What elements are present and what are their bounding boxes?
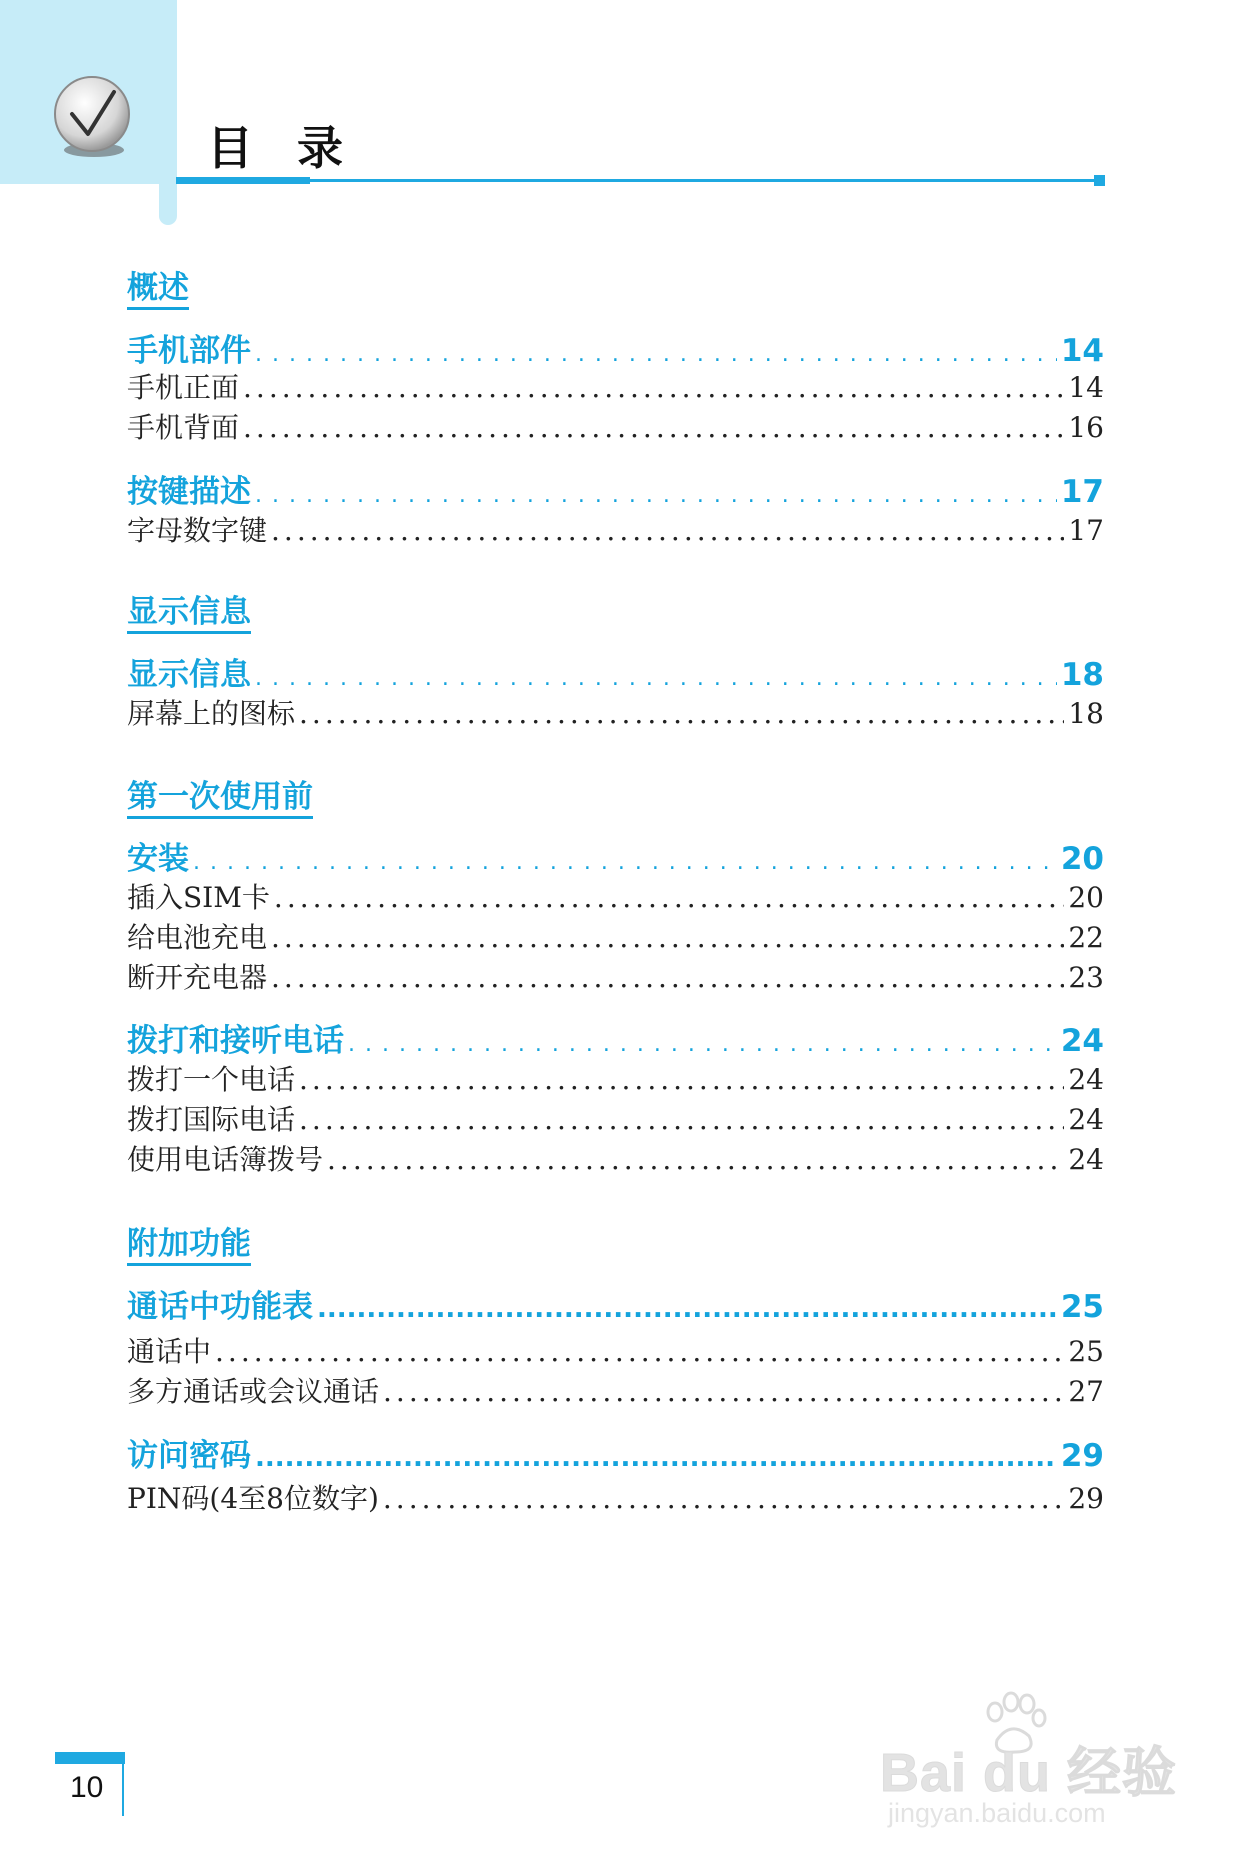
toc-entry-main[interactable] xyxy=(127,1022,1104,1064)
toc-entry-sub[interactable] xyxy=(127,1374,1104,1410)
toc-entry-main[interactable] xyxy=(127,840,1104,882)
toc-entry-sub[interactable] xyxy=(127,410,1104,446)
leader-dots xyxy=(215,1334,1064,1370)
leader-dots xyxy=(383,1481,1064,1517)
toc-entry-page: 17 xyxy=(1060,474,1104,510)
toc-entry-sub[interactable] xyxy=(127,920,1104,956)
toc-entry-sub[interactable] xyxy=(127,960,1104,996)
toc-entry-page: 27 xyxy=(1068,1375,1104,1408)
leader-dots xyxy=(243,410,1064,446)
toc-entry-title: 通话中 xyxy=(127,1335,212,1368)
toc-entry-sub[interactable] xyxy=(127,1481,1104,1517)
toc-entry-title: 使用电话簿拨号 xyxy=(127,1143,324,1176)
toc-entry-title: 安装 xyxy=(127,841,189,877)
leader-dots xyxy=(348,1026,1057,1064)
page-title: 目 录 xyxy=(207,121,358,175)
toc-entry-page: 29 xyxy=(1068,1482,1104,1515)
baidu-watermark xyxy=(880,1690,1180,1840)
leader-dots xyxy=(271,960,1064,996)
toc-entry-title: 访问密码 xyxy=(127,1438,251,1474)
toc-entry-page: 17 xyxy=(1068,514,1104,547)
toc-entry-page: 18 xyxy=(1068,697,1104,730)
toc-section-title[interactable]: 概述 xyxy=(127,270,189,310)
leader-dots xyxy=(327,1142,1064,1178)
toc-entry-title: 拨打一个电话 xyxy=(127,1063,296,1096)
toc-entry-main[interactable] xyxy=(127,1437,1104,1477)
leader-dots xyxy=(255,1439,1057,1477)
toc-entry-title: PIN码(4至8位数字) xyxy=(127,1482,379,1515)
toc-entry-page: 25 xyxy=(1068,1335,1104,1368)
toc-entry-title: 拨打和接听电话 xyxy=(127,1023,344,1059)
footer-bar xyxy=(55,1752,125,1764)
toc-entry-title: 断开充电器 xyxy=(127,961,268,994)
toc-entry-title: 手机正面 xyxy=(127,371,240,404)
toc-entry-title: 字母数字键 xyxy=(127,514,268,547)
toc-entry-title: 按键描述 xyxy=(127,474,251,510)
watermark-url: jingyan.baidu.com xyxy=(888,1798,1106,1828)
toc-entry-page: 14 xyxy=(1060,333,1104,369)
leader-dots xyxy=(271,920,1064,956)
toc-entry-sub[interactable] xyxy=(127,1142,1104,1178)
leader-dots xyxy=(317,1290,1057,1328)
toc-entry-main[interactable] xyxy=(127,1288,1104,1328)
title-rule-end-marker xyxy=(1094,175,1105,186)
title-rule xyxy=(176,179,1105,182)
toc-section-title[interactable]: 附加功能 xyxy=(127,1226,251,1266)
toc-entry-sub[interactable] xyxy=(127,370,1104,406)
toc-entry-main[interactable] xyxy=(127,473,1104,515)
toc-entry-page: 22 xyxy=(1068,921,1104,954)
header-corner-bar xyxy=(159,0,177,225)
toc-entry-title: 通话中功能表 xyxy=(127,1289,313,1325)
toc-entry-page: 18 xyxy=(1060,657,1104,693)
toc-entry-page: 14 xyxy=(1068,371,1104,404)
toc-section-title[interactable]: 第一次使用前 xyxy=(127,779,313,819)
watermark-brand: Bai du 经验 xyxy=(880,1743,1178,1803)
toc-entry-page: 24 xyxy=(1068,1103,1104,1136)
leader-dots xyxy=(299,1102,1064,1138)
toc-entry-sub[interactable] xyxy=(127,1062,1104,1098)
toc-entry-page: 23 xyxy=(1068,961,1104,994)
toc-entry-sub[interactable] xyxy=(127,696,1104,732)
leader-dots xyxy=(255,336,1057,374)
toc-entry-page: 24 xyxy=(1060,1023,1104,1059)
toc-entry-page: 24 xyxy=(1068,1063,1104,1096)
toc-entry-title: 拨打国际电话 xyxy=(127,1103,296,1136)
toc-entry-page: 24 xyxy=(1068,1143,1104,1176)
toc-entry-title: 显示信息 xyxy=(127,657,251,693)
toc-entry-page: 20 xyxy=(1068,881,1104,914)
toc-entry-sub[interactable] xyxy=(127,513,1104,549)
toc-section-title[interactable]: 显示信息 xyxy=(127,594,251,634)
leader-dots xyxy=(383,1374,1064,1410)
toc-entry-sub[interactable] xyxy=(127,1102,1104,1138)
toc-entry-title: 手机背面 xyxy=(127,411,240,444)
leader-dots xyxy=(255,477,1057,515)
toc-entry-title: 给电池充电 xyxy=(127,921,268,954)
toc-entry-title: 手机部件 xyxy=(127,333,251,369)
toc-entry-title: 多方通话或会议通话 xyxy=(127,1375,380,1408)
toc-entry-main[interactable] xyxy=(127,656,1104,698)
toc-entry-main[interactable] xyxy=(127,332,1104,374)
title-rule-accent xyxy=(176,177,310,184)
toc-entry-page: 16 xyxy=(1068,411,1104,444)
leader-dots xyxy=(271,513,1064,549)
leader-dots xyxy=(299,696,1064,732)
leader-dots xyxy=(274,880,1064,916)
leader-dots xyxy=(255,660,1057,698)
toc-entry-sub[interactable] xyxy=(127,1334,1104,1370)
leader-dots xyxy=(243,370,1064,406)
leader-dots xyxy=(193,844,1057,882)
footer-rule xyxy=(122,1764,124,1816)
toc-entry-page: 20 xyxy=(1060,841,1104,877)
toc-entry-page: 29 xyxy=(1060,1438,1104,1474)
toc-entry-title: 插入SIM卡 xyxy=(127,881,270,914)
leader-dots xyxy=(299,1062,1064,1098)
checkmark-icon xyxy=(48,74,136,162)
toc-entry-page: 25 xyxy=(1060,1289,1104,1325)
toc-entry-sub[interactable] xyxy=(127,880,1104,916)
toc-entry-title: 屏幕上的图标 xyxy=(127,697,296,730)
page-number: 10 xyxy=(70,1771,104,1804)
